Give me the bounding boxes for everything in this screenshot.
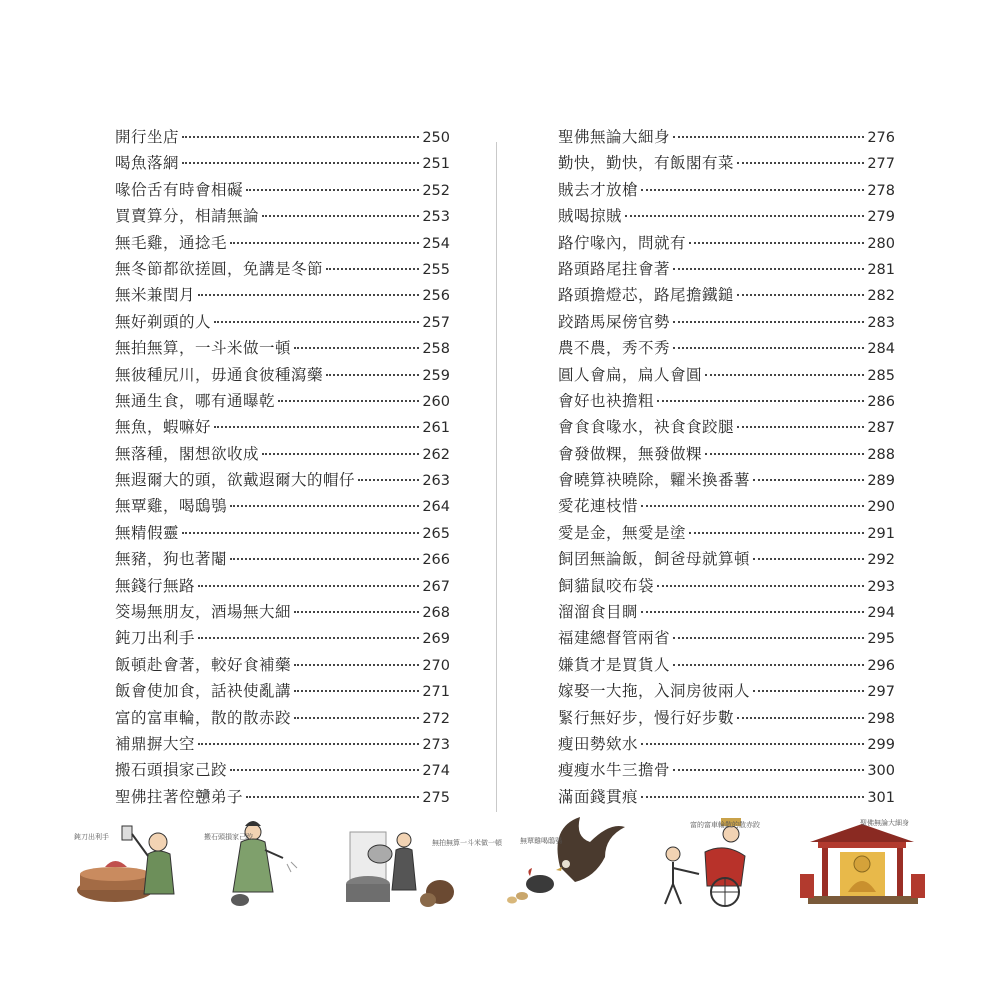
dot-leader [641, 796, 864, 798]
entry-title: 無遐爾大的頭，欲戴遐爾大的帽仔 [115, 471, 356, 490]
dot-leader [230, 558, 419, 560]
entry-page-number: 258 [422, 341, 450, 358]
entry-title: 搬石頭損家己跤 [115, 761, 228, 780]
entry-page-number: 293 [867, 578, 895, 595]
entry-page-number: 286 [867, 393, 895, 410]
dot-leader [182, 532, 419, 534]
entry-page-number: 273 [422, 736, 450, 753]
entry-page-number: 295 [867, 631, 895, 648]
entry-page-number: 276 [867, 130, 895, 146]
toc-entry [558, 309, 895, 335]
toc-entry [558, 150, 895, 176]
entry-title: 會好也袂擔粗 [558, 391, 655, 410]
entry-page-number: 292 [867, 552, 895, 569]
eagle-chickens-illustration [500, 812, 630, 912]
entry-page-number: 298 [867, 710, 895, 727]
entry-page-number: 256 [422, 288, 450, 305]
entry-title: 飼貓鼠咬布袋 [558, 576, 655, 595]
woman-stone-illustration [205, 812, 305, 912]
toc-entry [115, 124, 450, 150]
dot-leader [246, 796, 419, 798]
dot-leader [358, 479, 419, 481]
dot-leader [198, 585, 419, 587]
toc-entry [558, 520, 895, 546]
entry-page-number: 301 [867, 789, 895, 806]
entry-title: 富的富車輪，散的散赤跤 [115, 708, 292, 727]
entry-title: 聖佛拄著倥戇弟子 [115, 787, 244, 806]
entry-page-number: 265 [422, 525, 450, 542]
butcher-illustration [70, 812, 190, 912]
toc-entry [115, 467, 450, 493]
toc-entry [558, 573, 895, 599]
dot-leader [262, 453, 419, 455]
entry-title: 嫌貨才是買貨人 [558, 655, 671, 674]
toc-entry [115, 362, 450, 388]
toc-entry [115, 493, 450, 519]
dot-leader [657, 585, 864, 587]
entry-page-number: 263 [422, 473, 450, 490]
dot-leader [737, 717, 864, 719]
entry-title: 無覃雞，喝鴟鴞 [115, 497, 228, 516]
toc-entry [115, 388, 450, 414]
entry-title: 會曉算袂曉除，糶米換番薯 [558, 471, 751, 490]
entry-title: 跤踏馬屎傍官勢 [558, 312, 671, 331]
toc-right-column [558, 124, 895, 810]
entry-page-number: 254 [422, 235, 450, 252]
dot-leader [673, 347, 864, 349]
entry-page-number: 280 [867, 235, 895, 252]
entry-title: 瘦瘦水牛三擔骨 [558, 761, 671, 780]
entry-page-number: 250 [422, 130, 450, 146]
rickshaw-caption: 富的富車輪散的散赤跤 [690, 821, 760, 829]
entry-title: 路頭路尾拄會著 [558, 259, 671, 278]
entry-title: 鈍刀出利手 [115, 629, 196, 648]
entry-title: 愛花連枝惜 [558, 497, 639, 516]
entry-title: 無通生食，哪有通曝乾 [115, 391, 276, 410]
entry-page-number: 255 [422, 261, 450, 278]
toc-entry [558, 414, 895, 440]
entry-page-number: 279 [867, 209, 895, 226]
entry-page-number: 275 [422, 789, 450, 806]
entry-page-number: 300 [867, 763, 895, 780]
toc-entry [115, 705, 450, 731]
entry-page-number: 290 [867, 499, 895, 516]
dot-leader [673, 321, 864, 323]
cooking-pots-drawing [340, 812, 465, 912]
entry-title: 開行坐店 [115, 128, 180, 146]
dot-leader [198, 743, 419, 745]
toc-entry [115, 520, 450, 546]
dot-leader [753, 558, 864, 560]
cooking-pots-illustration [340, 812, 465, 912]
toc-left-column [115, 124, 450, 810]
toc-entry [558, 362, 895, 388]
toc-entry [115, 309, 450, 335]
entry-title: 溜溜食目睭 [558, 603, 639, 622]
toc-entry [115, 230, 450, 256]
entry-page-number: 260 [422, 393, 450, 410]
entry-title: 農不農，秀不秀 [558, 339, 671, 358]
entry-title: 愛是金，無愛是塗 [558, 523, 687, 542]
toc-entry [558, 177, 895, 203]
toc-entry [115, 731, 450, 757]
entry-title: 飯會使加食，話袂使亂講 [115, 682, 292, 701]
dot-leader [705, 453, 864, 455]
entry-page-number: 266 [422, 552, 450, 569]
entry-title: 無好剃頭的人 [115, 312, 212, 331]
entry-title: 無精假靈 [115, 523, 180, 542]
entry-title: 無拍無算，一斗米做一頓 [115, 339, 292, 358]
entry-title: 買賣算分，相請無論 [115, 207, 260, 226]
entry-page-number: 296 [867, 657, 895, 674]
dot-leader [294, 664, 419, 666]
toc-entry [115, 625, 450, 651]
toc-entry [115, 282, 450, 308]
toc-entry [558, 124, 895, 150]
entry-page-number: 285 [867, 367, 895, 384]
toc-entry [115, 573, 450, 599]
dot-leader [278, 400, 419, 402]
butcher-drawing [70, 812, 190, 912]
toc-entry [115, 678, 450, 704]
entry-page-number: 281 [867, 261, 895, 278]
dot-leader [294, 611, 419, 613]
entry-page-number: 257 [422, 314, 450, 331]
dot-leader [673, 136, 864, 138]
dot-leader [230, 769, 419, 771]
temple-buddha-drawing [800, 812, 925, 912]
toc-entry [115, 784, 450, 810]
toc-entry [115, 177, 450, 203]
entry-title: 嫁娶一大拖，入洞房彼兩人 [558, 682, 751, 701]
toc-entry [558, 203, 895, 229]
dot-leader [737, 162, 864, 164]
toc-entry [558, 441, 895, 467]
toc-entry [115, 546, 450, 572]
entry-title: 圓人會扁，扁人會圓 [558, 365, 703, 384]
dot-leader [198, 637, 419, 639]
entry-title: 飯頓赴會著，較好食補藥 [115, 655, 292, 674]
entry-title: 路佇喙內，問就有 [558, 233, 687, 252]
toc-entry [558, 230, 895, 256]
woman-stone-caption: 搬石頭損家己跤 [204, 833, 253, 841]
entry-page-number: 259 [422, 367, 450, 384]
entry-title: 緊行無好步，慢行好步數 [558, 708, 735, 727]
entry-page-number: 283 [867, 314, 895, 331]
entry-page-number: 277 [867, 156, 895, 173]
dot-leader [673, 637, 864, 639]
dot-leader [753, 479, 864, 481]
toc-entry [558, 784, 895, 810]
entry-page-number: 284 [867, 341, 895, 358]
entry-page-number: 288 [867, 446, 895, 463]
toc-entry [115, 335, 450, 361]
toc-entry [115, 757, 450, 783]
entry-title: 會食食喙水，袂食食跤腿 [558, 418, 735, 437]
toc-entry [115, 652, 450, 678]
entry-title: 無錢行無路 [115, 576, 196, 595]
entry-page-number: 291 [867, 525, 895, 542]
entry-page-number: 262 [422, 446, 450, 463]
entry-page-number: 294 [867, 605, 895, 622]
entry-title: 無米兼閏月 [115, 286, 196, 305]
entry-title: 喙佮舌有時會相礙 [115, 180, 244, 199]
dot-leader [705, 374, 864, 376]
dot-leader [326, 374, 419, 376]
entry-page-number: 297 [867, 684, 895, 701]
dot-leader [673, 664, 864, 666]
toc-entry [115, 414, 450, 440]
entry-page-number: 270 [422, 657, 450, 674]
entry-page-number: 252 [422, 182, 450, 199]
dot-leader [214, 321, 419, 323]
column-divider [496, 142, 497, 812]
dot-leader [625, 215, 864, 217]
entry-page-number: 264 [422, 499, 450, 516]
entry-page-number: 251 [422, 156, 450, 173]
dot-leader [214, 426, 419, 428]
toc-entry [558, 282, 895, 308]
entry-page-number: 274 [422, 763, 450, 780]
entry-title: 無彼種尻川，毋通食彼種瀉藥 [115, 365, 324, 384]
dot-leader [753, 690, 864, 692]
dot-leader [673, 769, 864, 771]
dot-leader [689, 532, 864, 534]
woman-stone-drawing [205, 812, 305, 912]
toc-entry [115, 599, 450, 625]
toc-entry [558, 625, 895, 651]
entry-title: 勤快，勤快，有飯閣有菜 [558, 154, 735, 173]
entry-page-number: 261 [422, 420, 450, 437]
toc-entry [558, 256, 895, 282]
dot-leader [230, 505, 419, 507]
entry-page-number: 268 [422, 605, 450, 622]
entry-page-number: 267 [422, 578, 450, 595]
toc-entry [558, 546, 895, 572]
dot-leader [641, 505, 864, 507]
entry-title: 無豬，狗也著閹 [115, 550, 228, 569]
entry-page-number: 253 [422, 209, 450, 226]
entry-title: 賊喝掠賊 [558, 207, 623, 226]
entry-title: 無毛雞，通捻毛 [115, 233, 228, 252]
eagle-chickens-caption: 無覃雞喝鴟鴞 [520, 837, 562, 845]
entry-title: 無冬節都欲搓圓，免講是冬節 [115, 259, 324, 278]
dot-leader [641, 189, 864, 191]
entry-title: 無落種，閣想欲收成 [115, 444, 260, 463]
entry-title: 瘦田勢欸水 [558, 734, 639, 753]
butcher-caption: 鈍刀出利手 [74, 833, 109, 841]
entry-page-number: 299 [867, 736, 895, 753]
toc-entry [115, 203, 450, 229]
toc-entry [558, 493, 895, 519]
entry-title: 飼囝無論飯，飼爸母就算頓 [558, 550, 751, 569]
entry-page-number: 282 [867, 288, 895, 305]
toc-entry [115, 256, 450, 282]
entry-title: 筊場無朋友，酒場無大細 [115, 603, 292, 622]
toc-entry [115, 441, 450, 467]
toc-entry [558, 599, 895, 625]
entry-title: 補鼎摒大空 [115, 734, 196, 753]
entry-page-number: 272 [422, 710, 450, 727]
dot-leader [657, 400, 864, 402]
dot-leader [246, 189, 419, 191]
entry-title: 喝魚落網 [115, 154, 180, 173]
entry-page-number: 289 [867, 473, 895, 490]
cooking-pots-caption: 無拍無算一斗米做一頓 [432, 839, 502, 847]
dot-leader [262, 215, 419, 217]
dot-leader [230, 242, 419, 244]
dot-leader [294, 347, 419, 349]
dot-leader [198, 294, 419, 296]
entry-title: 福建總督管兩省 [558, 629, 671, 648]
entry-page-number: 269 [422, 631, 450, 648]
dot-leader [689, 242, 864, 244]
dot-leader [294, 690, 419, 692]
toc-entry [558, 731, 895, 757]
entry-title: 會發做粿，無發做粿 [558, 444, 703, 463]
toc-entry [558, 388, 895, 414]
entry-page-number: 271 [422, 684, 450, 701]
dot-leader [737, 426, 864, 428]
temple-buddha-caption: 聖佛無論大細身 [860, 819, 909, 827]
eagle-chickens-drawing [500, 812, 630, 912]
toc-entry [558, 467, 895, 493]
dot-leader [737, 294, 864, 296]
entry-page-number: 278 [867, 182, 895, 199]
toc-entry [558, 705, 895, 731]
dot-leader [182, 162, 419, 164]
toc-entry [558, 678, 895, 704]
dot-leader [294, 717, 419, 719]
entry-title: 無魚，蝦嘛好 [115, 418, 212, 437]
temple-buddha-illustration [800, 812, 925, 912]
dot-leader [182, 136, 419, 138]
toc-entry [558, 652, 895, 678]
entry-title: 聖佛無論大細身 [558, 128, 671, 146]
entry-title: 滿面錢貫痕 [558, 787, 639, 806]
dot-leader [641, 743, 864, 745]
entry-title: 賊去才放槍 [558, 180, 639, 199]
dot-leader [641, 611, 864, 613]
dot-leader [326, 268, 419, 270]
entry-page-number: 287 [867, 420, 895, 437]
toc-entry [558, 335, 895, 361]
dot-leader [673, 268, 864, 270]
toc-entry [558, 757, 895, 783]
entry-title: 路頭擔燈芯，路尾擔鐵鎚 [558, 286, 735, 305]
toc-entry [115, 150, 450, 176]
